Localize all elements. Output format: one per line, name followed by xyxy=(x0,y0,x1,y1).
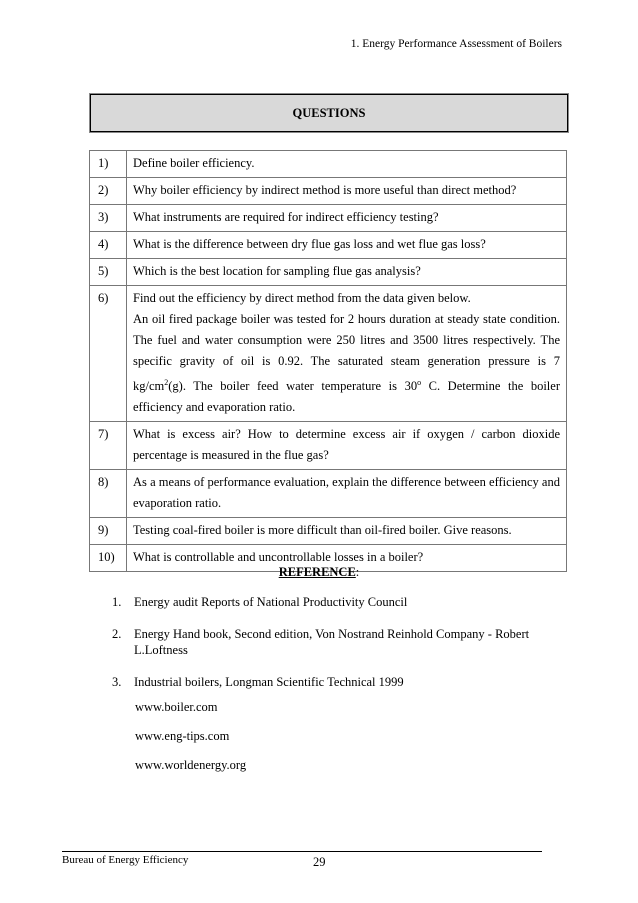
footer-divider xyxy=(62,851,542,852)
link-boiler[interactable]: www.boiler.com xyxy=(135,700,218,714)
question-intro: Find out the efficiency by direct method from the data given below. xyxy=(133,291,471,305)
list-item xyxy=(112,594,552,610)
reference-number: 3. xyxy=(112,675,122,689)
reference-text: Energy Hand book, Second edition, Von Nostrand Reinhold Company - Robert L.Loftness xyxy=(134,627,530,657)
question-body-part: (g). The boiler feed water temperature is 30 xyxy=(168,379,418,394)
reference-heading xyxy=(0,565,638,580)
question-number: 4) xyxy=(90,232,127,259)
table-row xyxy=(90,232,567,259)
question-text xyxy=(127,286,567,422)
question-body-part: C. Determine the boiler efficiency and evaporation ratio. xyxy=(133,379,560,415)
table-row xyxy=(90,470,567,518)
reference-number: 2. xyxy=(112,627,122,641)
question-number: 8) xyxy=(90,470,127,518)
table-row xyxy=(90,422,567,470)
reference-text: Energy audit Reports of National Productivity Council xyxy=(134,595,408,609)
question-text: Why boiler efficiency by indirect method is more useful than direct method? xyxy=(127,178,567,205)
table-row xyxy=(90,286,567,422)
question-text: What is excess air? How to determine excess air if oxygen / carbon dioxide percentage is measured in the flue gas? xyxy=(127,422,567,470)
question-number: 3) xyxy=(90,205,127,232)
reference-number: 1. xyxy=(112,595,122,609)
question-number: 6) xyxy=(90,286,127,422)
degree-superscript: o xyxy=(417,378,422,387)
superscript-2: 2 xyxy=(164,378,169,387)
reference-title: REFERENCE xyxy=(278,565,356,579)
reference-links xyxy=(135,700,246,787)
question-text: Define boiler efficiency. xyxy=(127,151,567,178)
table-row xyxy=(90,205,567,232)
question-number: 9) xyxy=(90,518,127,545)
questions-title: QUESTIONS xyxy=(90,94,568,132)
question-number: 7) xyxy=(90,422,127,470)
question-text: What is controllable and uncontrollable losses in a boiler? xyxy=(127,545,567,572)
list-item xyxy=(112,674,552,690)
question-number: 2) xyxy=(90,178,127,205)
question-text: What is the difference between dry flue gas loss and wet flue gas loss? xyxy=(127,232,567,259)
question-body xyxy=(133,309,560,418)
question-text: What instruments are required for indirect efficiency testing? xyxy=(127,205,567,232)
reference-list xyxy=(112,594,552,706)
question-number: 5) xyxy=(90,259,127,286)
question-text: Testing coal-fired boiler is more difficult than oil-fired boiler. Give reasons. xyxy=(127,518,567,545)
reference-text: Industrial boilers, Longman Scientific Technical 1999 xyxy=(134,675,404,689)
table-row xyxy=(90,178,567,205)
question-number: 1) xyxy=(90,151,127,178)
footer-organization: Bureau of Energy Efficiency xyxy=(62,854,189,866)
page-number: 29 xyxy=(313,855,326,869)
page-header: 1. Energy Performance Assessment of Boilers xyxy=(350,38,562,50)
question-number: 10) xyxy=(90,545,127,572)
table-row xyxy=(90,151,567,178)
list-item xyxy=(112,626,552,658)
question-text: As a means of performance evaluation, explain the difference between efficiency and evaporation ratio. xyxy=(127,470,567,518)
table-row xyxy=(90,518,567,545)
link-worldenergy[interactable]: www.worldenergy.org xyxy=(135,758,247,772)
questions-table xyxy=(89,150,567,572)
question-text: Which is the best location for sampling flue gas analysis? xyxy=(127,259,567,286)
question-body-part: An oil fired package boiler was tested for 2 hours duration at steady state condition. The fuel and water consumption were 250 litres and 3500 litres respectively. The specific gravity of oil is 0.92. The saturated steam generation pressure is 7 kg/cm xyxy=(133,312,560,394)
table-row xyxy=(90,259,567,286)
link-eng-tips[interactable]: www.eng-tips.com xyxy=(135,729,230,743)
reference-colon: : xyxy=(355,565,360,579)
